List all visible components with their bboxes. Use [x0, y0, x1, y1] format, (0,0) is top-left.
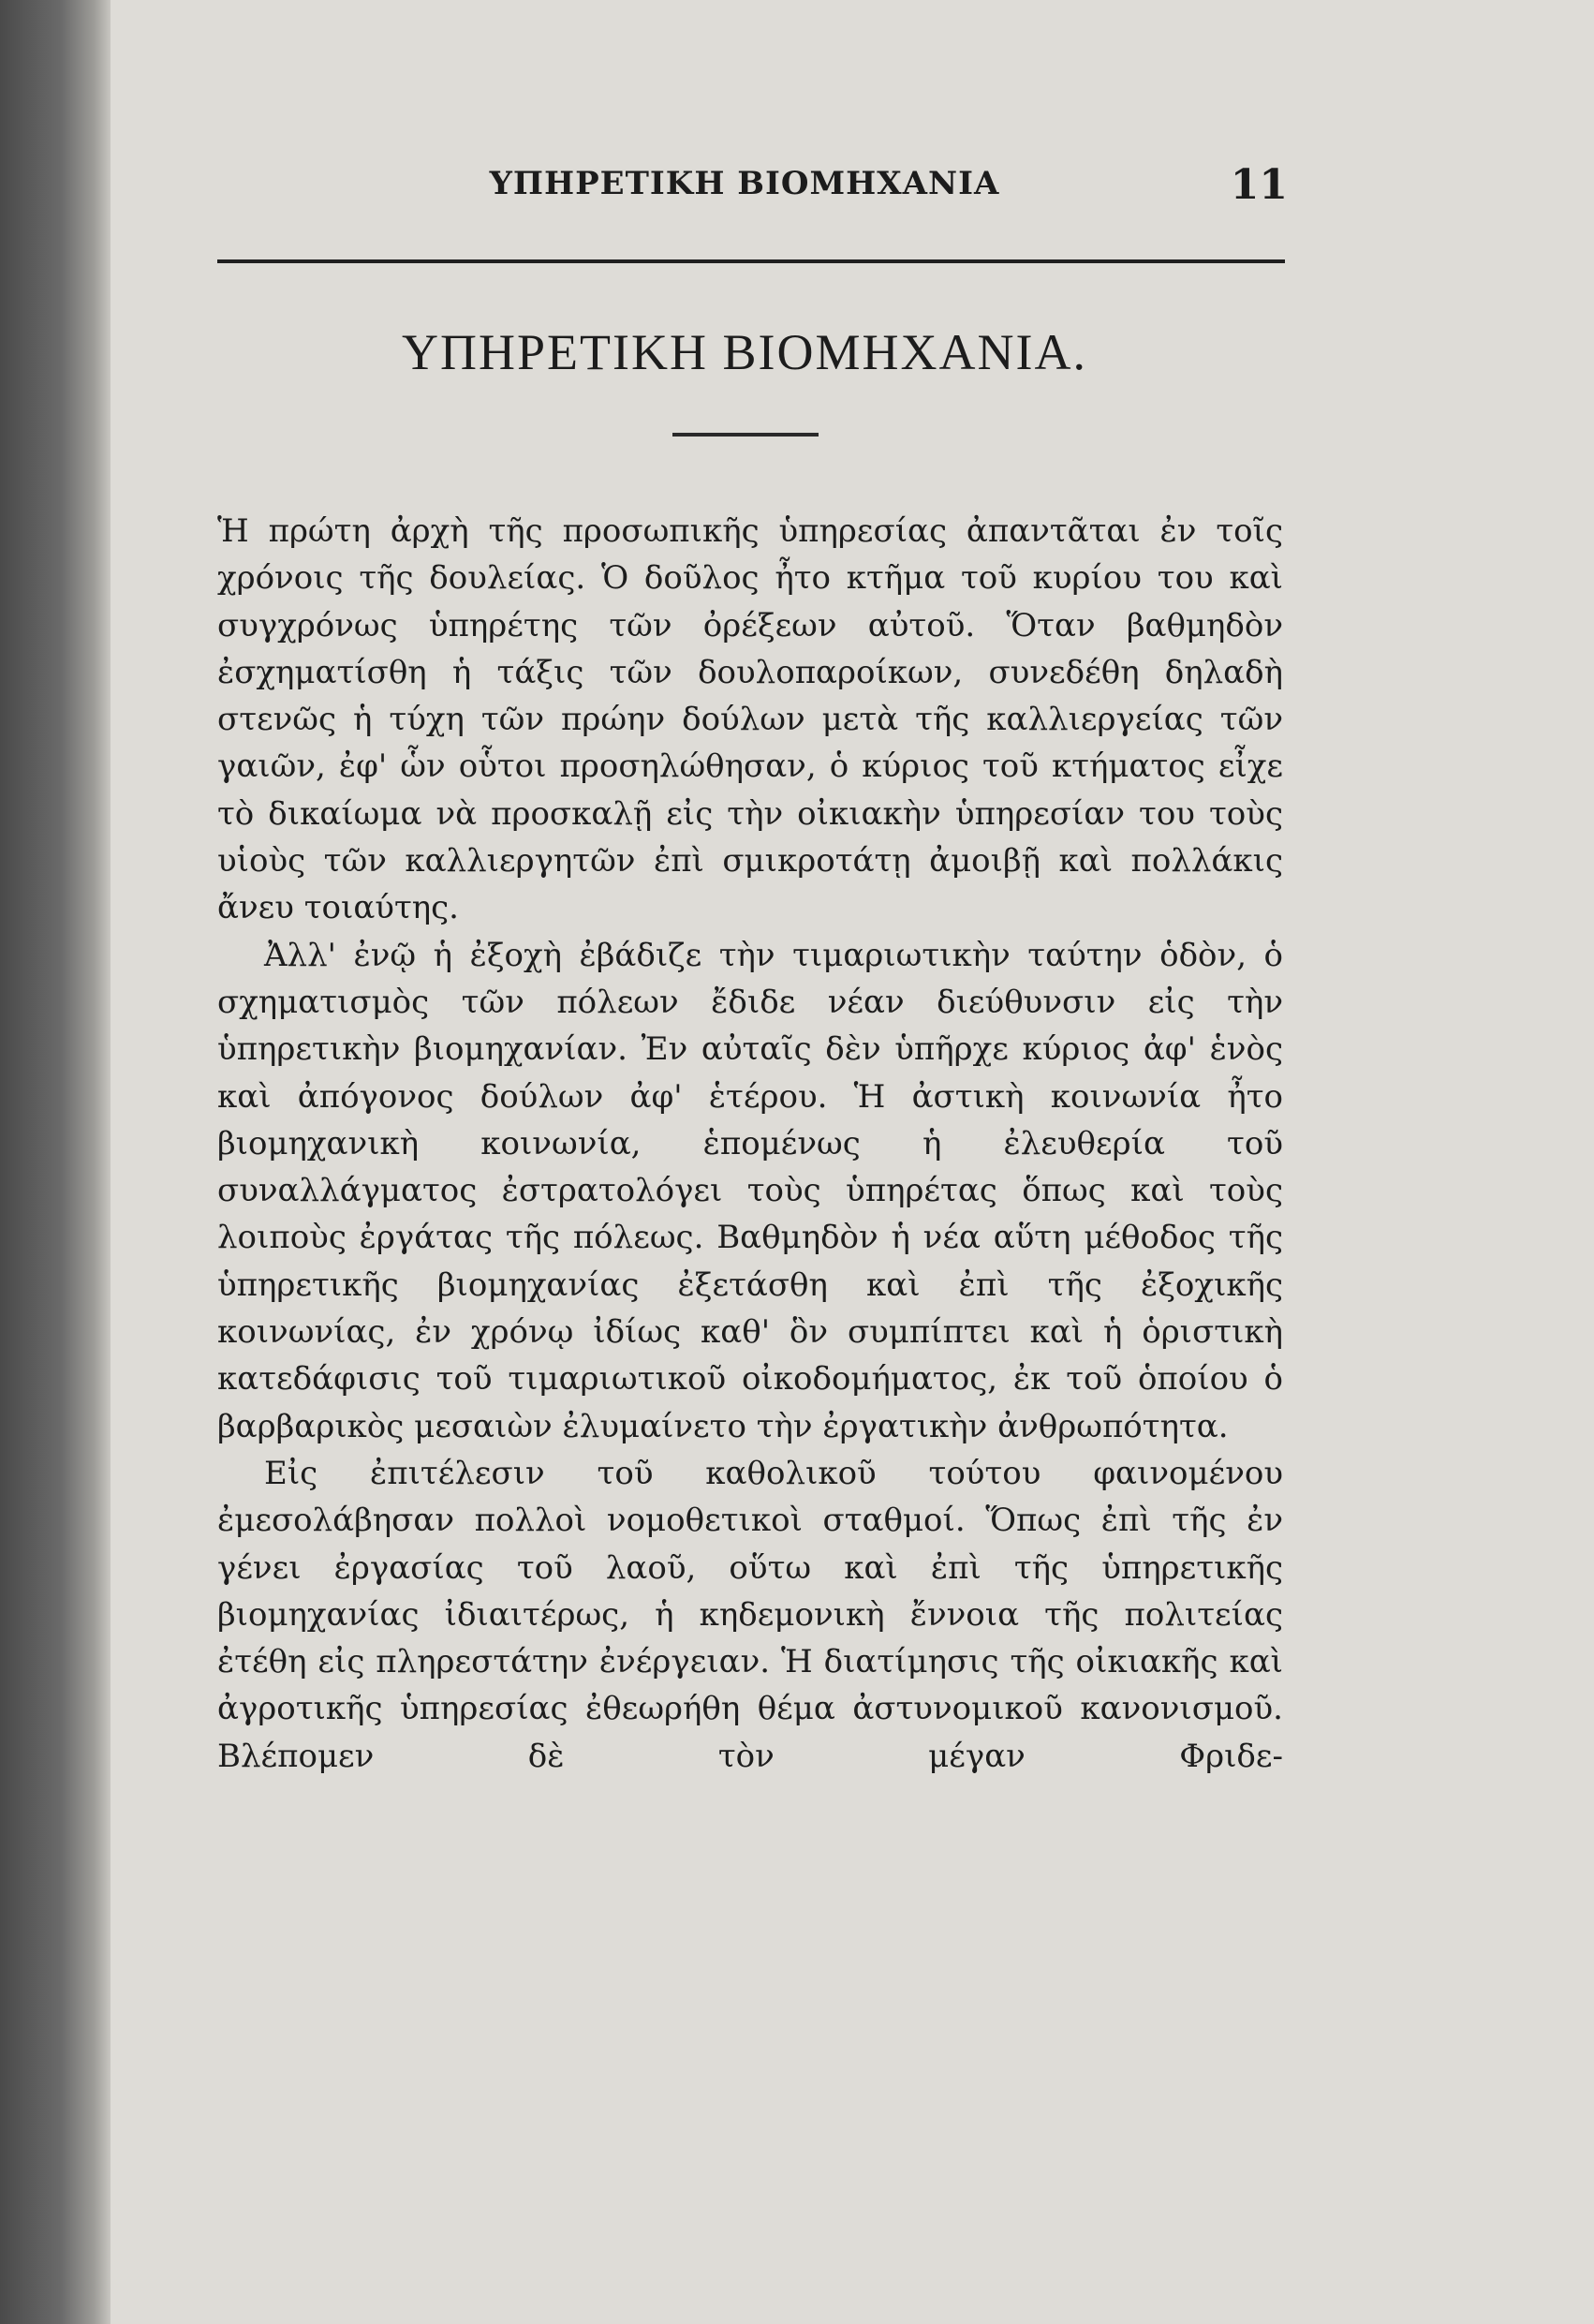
- paragraph-2: Ἀλλ' ἐνῷ ἡ ἐξοχὴ ἐβάδιζε τὴν τιμαριωτικὴν ταύτην ὁδὸν, ὁ σχηματισμὸς τῶν πόλεων ἔδιδε νέαν διεύθυνσιν εἰς τὴν ὑπηρετικὴν βιομηχανίαν. Ἐν αὐταῖς δὲν ὑπῆρχε κύριος ἀφ' ἑνὸς καὶ ἀπόγονος δούλων ἀφ' ἑτέρου. Ἡ ἀστικὴ κοινωνία ἦτο βιομηχανικὴ κοινωνία, ἑπομένως ἡ ἐλευθερία τοῦ συναλλάγματος ἐστρατολόγει τοὺς ὑπηρέτας ὅπως καὶ τοὺς λοιποὺς ἐργάτας τῆς πόλεως. Βαθμηδὸν ἡ νέα αὕτη μέθοδος τῆς ὑπηρετικῆς βιομηχανίας ἐξετάσθη καὶ ἐπὶ τῆς ἐξοχικῆς κοινωνίας, ἐν χρόνῳ ἰδίως καθ' ὃν συμπίπτει καὶ ἡ ὁριστικὴ κατεδάφισις τοῦ τιμαριωτικοῦ οἰκοδομήματος, ἐκ τοῦ ὁποίου ὁ βαρβαρικὸς μεσαιὼν ἐλυμαίνετο τὴν ἐργατικὴν ἀνθρωπότητα.: [217, 936, 1283, 1445]
- running-head-title: ΥΠΗΡΕΤΙΚΗ ΒΙΟΜΗΧΑΝΙΑ: [489, 165, 1000, 202]
- running-head-rule: [217, 259, 1285, 263]
- chapter-title-rule: [672, 433, 819, 437]
- page-number: 11: [1230, 161, 1288, 209]
- body-text: [217, 508, 1283, 1780]
- paragraph-1: Ἡ πρώτη ἀρχὴ τῆς προσωπικῆς ὑπηρεσίας ἀπαντᾶται ἐν τοῖς χρόνοις τῆς δουλείας. Ὁ δοῦλος ἦτο κτῆμα τοῦ κυρίου του καὶ συγχρόνως ὑπηρέτης τῶν ὀρέξεων αὐτοῦ. Ὅταν βαθμηδὸν ἐσχηματίσθη ἡ τάξις τῶν δουλοπαροίκων, συνεδέθη δηλαδὴ στενῶς ἡ τύχη τῶν πρώην δούλων μετὰ τῆς καλλιεργείας τῶν γαιῶν, ἐφ' ὧν οὗτοι προσηλώθησαν, ὁ κύριος τοῦ κτήματος εἶχε τὸ δικαίωμα νὰ προσκαλῇ εἰς τὴν οἰκιακὴν ὑπηρεσίαν του τοὺς υἱοὺς τῶν καλλιεργητῶν ἐπὶ σμικροτάτῃ ἀμοιβῇ καὶ πολλάκις ἄνευ τοιαύτης.: [217, 512, 1283, 927]
- binding-gutter-shadow: [0, 0, 111, 2324]
- running-head: [201, 157, 1288, 214]
- chapter-title: ΥΠΗΡΕΤΙΚΗ ΒΙΟΜΗΧΑΝΙΑ.: [402, 324, 1087, 380]
- paragraph-3: Εἰς ἐπιτέλεσιν τοῦ καθολικοῦ τούτου φαινομένου ἐμεσολάβησαν πολλοὶ νομοθετικοὶ σταθμοί. Ὅπως ἐπὶ τῆς ἐν γένει ἐργασίας τοῦ λαοῦ, οὕτω καὶ ἐπὶ τῆς ὑπηρετικῆς βιομηχανίας ἰδιαιτέρως, ἡ κηδεμονικὴ ἔννοια τῆς πολιτείας ἐτέθη εἰς πληρεστάτην ἐνέργειαν. Ἡ διατίμησις τῆς οἰκιακῆς καὶ ἀγροτικῆς ὑπηρεσίας ἐθεωρήθη θέμα ἀστυνομικοῦ κανονισμοῦ. Βλέπομεν δὲ τὸν μέγαν Φριδε-: [217, 1454, 1283, 1775]
